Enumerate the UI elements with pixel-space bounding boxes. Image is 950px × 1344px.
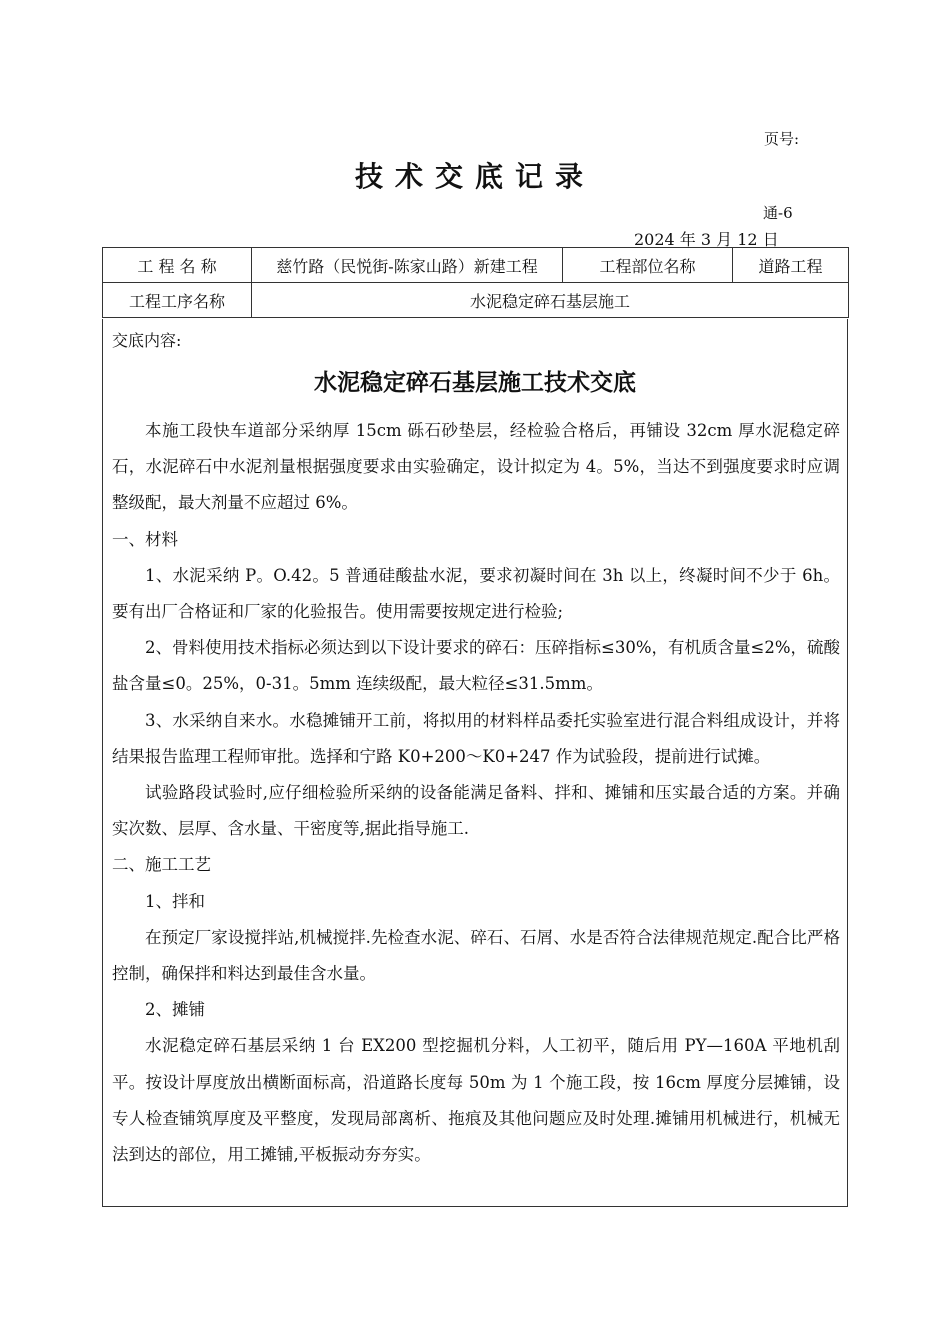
subheading-paving: 2、摊铺 xyxy=(145,1000,205,1020)
header-row-process xyxy=(103,283,849,318)
section-heading-materials: 一、材料 xyxy=(112,529,178,549)
project-name-label: 工 程 名 称 xyxy=(103,248,252,283)
paragraph-paving: 水泥稳定碎石基层采纳 1 台 EX200 型挖掘机分料，人工初平，随后用 PY—160A 平地机刮平。按设计厚度放出横断面标高，沿道路长度每 50m 为 1 个施工段，按 16cm 厚度分层摊铺，设专人检查铺筑厚度及平整度，发现局部离析、拖痕及其他问题应及时处理.摊铺用机械进行，机械无法到达的部位，用工摊铺,平板振动夯夯实。 xyxy=(112,1036,840,1165)
content-label: 交底内容: xyxy=(112,331,182,350)
paragraph-water: 3、水采纳自来水。水稳摊铺开工前，将拟用的材料样品委托实验室进行混合料组成设计，并将结果报告监理工程师审批。选择和宁路 K0+200～K0+247 作为试验段，提前进行试摊。 xyxy=(112,710,840,766)
subheading-mixing: 1、拌和 xyxy=(145,891,205,911)
process-name-value: 水泥稳定碎石基层施工 xyxy=(252,283,849,318)
document-date: 2024 年 3 月 12 日 xyxy=(634,230,779,249)
content-body xyxy=(112,413,840,1173)
section-heading-process: 二、施工工艺 xyxy=(112,855,211,875)
paragraph-intro: 本施工段快车道部分采纳厚 15cm 砾石砂垫层，经检验合格后，再铺设 32cm 厚水泥稳定碎石，水泥碎石中水泥剂量根据强度要求由实验确定，设计拟定为 4。5%，当达不到强度要求时应调整级配，最大剂量不应超过 6%。 xyxy=(112,421,840,513)
project-name-value: 慈竹路（民悦街-陈家山路）新建工程 xyxy=(252,248,563,283)
part-name-value: 道路工程 xyxy=(733,248,849,283)
process-name-label: 工程工序名称 xyxy=(103,283,252,318)
form-number: 通-6 xyxy=(763,204,793,222)
document-title: 技术交底记录 xyxy=(354,160,595,193)
paragraph-cement: 1、水泥采纳 P。O.42。5 普通硅酸盐水泥，要求初凝时间在 3h 以上，终凝时间不少于 6h。要有出厂合格证和厂家的化验报告。使用需要按规定进行检验; xyxy=(112,565,840,622)
header-row-project xyxy=(103,248,849,283)
page-number-label: 页号: xyxy=(764,130,800,148)
content-title: 水泥稳定碎石基层施工技术交底 xyxy=(314,370,636,396)
part-name-label: 工程部位名称 xyxy=(563,248,733,283)
header-table xyxy=(102,247,849,318)
paragraph-aggregate: 2、骨料使用技术指标必须达到以下设计要求的碎石：压碎指标≤30%，有机质含量≤2%，硫酸盐含量≤0。25%，0-31。5mm 连续级配，最大粒径≤31.5mm。 xyxy=(112,638,840,694)
paragraph-trial-section: 试验路段试验时,应仔细检验所采纳的设备能满足备料、拌和、摊铺和压实最合适的方案。并确实次数、层厚、含水量、干密度等,据此指导施工. xyxy=(112,783,840,839)
paragraph-mixing: 在预定厂家设搅拌站,机械搅拌.先检查水泥、碎石、石屑、水是否符合法律规范规定.配合比严格控制，确保拌和料达到最佳含水量。 xyxy=(112,927,840,984)
